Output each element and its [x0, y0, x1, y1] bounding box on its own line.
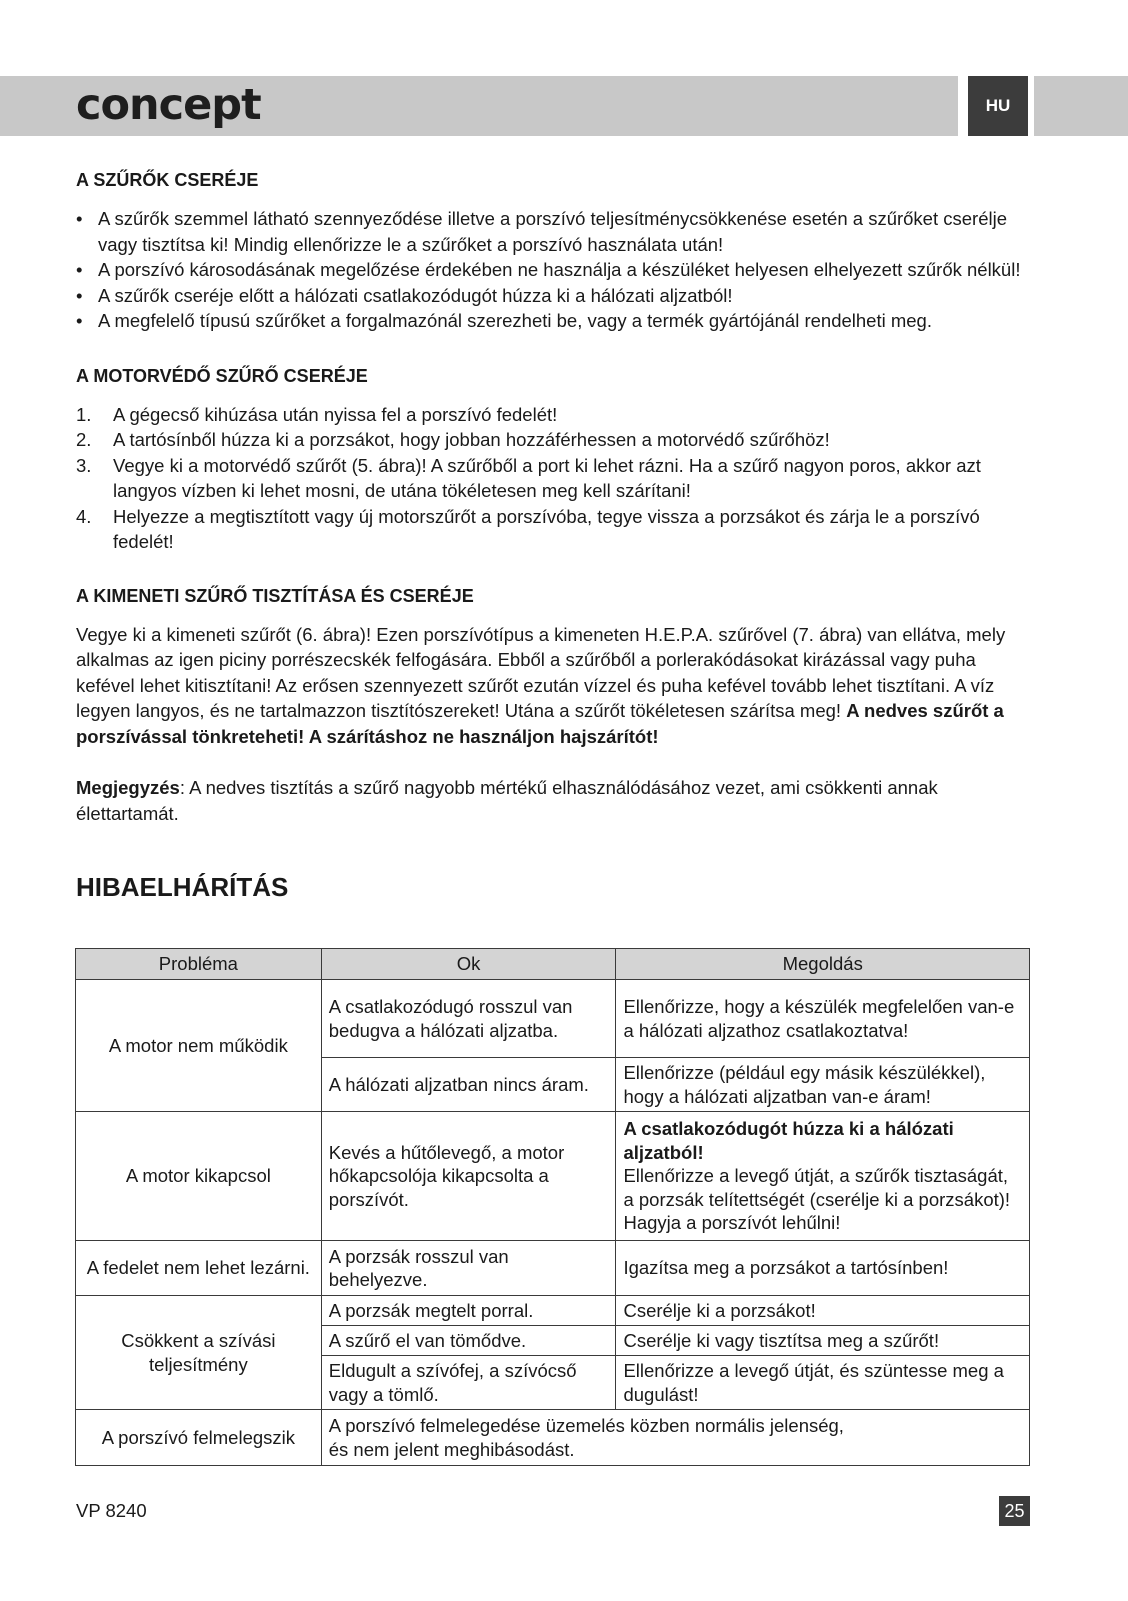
solution-cell: Igazítsa meg a porzsákot a tartósínben! [616, 1241, 1030, 1296]
table-row [76, 980, 1030, 1058]
solution-bold: A csatlakozódugót húzza ki a hálózati aljzatból! [623, 1118, 954, 1163]
note-paragraph [76, 775, 1032, 826]
merged-line: A porszívó felmelegedése üzemelés közben normális jelenség, [328, 1415, 844, 1436]
cause-cell: A porzsák rosszul van behelyezve. [321, 1241, 616, 1296]
solution-cell [616, 980, 1030, 1058]
section-title-filters: A SZŰRŐK CSERÉJE [76, 170, 259, 190]
list-item: • A megfelelő típusú szűrőket a forgalmazónál szerezheti be, vagy a termék gyártójánál rendelheti meg. [76, 308, 1032, 334]
list-item [76, 402, 1032, 428]
solution-cell: Cserélje ki vagy tisztítsa meg a szűrőt! [616, 1326, 1030, 1356]
filters-bullet-list [76, 206, 1032, 334]
step-text: A tartósínből húzza ki a porzsákot, hogy jobban hozzáférhessen a motorvédő szűrőhöz! [113, 429, 830, 450]
step-number: 2. [76, 429, 92, 450]
solution-cell: Ellenőrizze (például egy másik készülékkel), hogy a hálózati aljzatban van-e áram! [616, 1058, 1030, 1112]
brand-logo: concept [76, 80, 261, 130]
table-header-row [76, 949, 1030, 980]
cause-cell: A porzsák megtelt porral. [321, 1296, 616, 1326]
model-number: VP 8240 [76, 1500, 147, 1521]
merged-line: és nem jelent meghibásodást. [328, 1438, 575, 1460]
page-number: 25 [999, 1496, 1030, 1526]
cause-cell: A hálózati aljzatban nincs áram. [321, 1058, 616, 1112]
table-row [76, 1241, 1030, 1296]
step-number: 4. [76, 505, 92, 527]
main-content [76, 166, 1032, 904]
problem-cell: A motor nem működik [76, 980, 322, 1112]
cause-cell: A csatlakozódugó rosszul van bedugva a hálózati aljzatba. [321, 980, 616, 1058]
cause-cell: Kevés a hűtőlevegő, a motor hőkapcsolója kikapcsolta a porszívót. [321, 1112, 616, 1241]
section-title-exhaust-filter: A KIMENETI SZŰRŐ TISZTÍTÁSA ÉS CSERÉJE [76, 585, 474, 606]
list-item [76, 427, 1032, 453]
column-header-problem: Probléma [76, 949, 322, 980]
cause-cell: A szűrő el van tömődve. [321, 1326, 616, 1356]
solution-line: Ellenőrizze, hogy a készülék megfelelően van-e [623, 996, 1015, 1017]
dry-warning: A nedves szűrőt a porszívással tönkreteheti! A szárításhoz ne használjon hajszárítót! [76, 700, 1004, 747]
step-text: Vegye ki a motorvédő szűrőt (5. ábra)! A szűrőből a port ki lehet rázni. Ha a szűrő nagyon poros, akkor azt langyos vízben ki lehet mosni, de utána tökéletesen meg kell szárítani! [113, 454, 981, 501]
column-header-cause: Ok [321, 949, 616, 980]
list-item: • A szűrők szemmel látható szennyeződése illetve a porszívó teljesítménycsökkenése esetén a szűrőket cserélje vagy tisztítsa ki! Mindig ellenőrizze le a szűrőket a porszívó használata után! [76, 206, 1032, 257]
solution-line: Ellenőrizze a levegő útját, a szűrők tisztaságát, a porzsák telítettségét (cserélje ki a porzsákot)! Hagyja a porszívót lehűlni! [623, 1165, 1011, 1234]
column-header-solution: Megoldás [616, 949, 1030, 980]
troubleshooting-table [75, 948, 1030, 1466]
list-item [76, 504, 1032, 555]
table-row [76, 1296, 1030, 1326]
step-number: 3. [76, 454, 92, 476]
list-item [76, 453, 1032, 504]
note-label: Megjegyzés [76, 777, 180, 798]
problem-cell: Csökkent a szívási teljesítmény [76, 1296, 322, 1410]
list-item: • A szűrők cseréje előtt a hálózati csatlakozódugót húzza ki a hálózati aljzatból! [76, 283, 1032, 309]
motor-filter-steps [76, 402, 1032, 555]
list-item: • A porszívó károsodásának megelőzése érdekében ne használja a készüléket helyesen elhelyezett szűrők nélkül! [76, 257, 1032, 283]
problem-cell: A porszívó felmelegszik [76, 1410, 322, 1466]
problem-cell: A fedelet nem lehet lezárni. [76, 1241, 322, 1296]
section-title-motor-filter: A MOTORVÉDŐ SZŰRŐ CSERÉJE [76, 365, 368, 386]
problem-cell: A motor kikapcsol [76, 1112, 322, 1241]
note-text: : A nedves tisztítás a szűrő nagyobb mértékű elhasználódásához vezet, ami csökkenti annak élettartamát. [76, 777, 938, 824]
language-badge: HU [968, 76, 1028, 136]
header-divider [958, 76, 968, 136]
solution-cell [616, 1112, 1030, 1241]
merged-cell [321, 1410, 1029, 1466]
exhaust-filter-paragraph [76, 622, 1032, 750]
cause-cell: Eldugult a szívófej, a szívócső vagy a tömlő. [321, 1356, 616, 1410]
troubleshooting-title: HIBAELHÁRÍTÁS [76, 872, 289, 902]
solution-cell: Cserélje ki a porzsákot! [616, 1296, 1030, 1326]
solution-line: a hálózati aljzathoz csatlakoztatva! [623, 1019, 909, 1041]
step-number: 1. [76, 403, 92, 425]
exhaust-filter-text: Vegye ki a kimeneti szűrőt (6. ábra)! Ezen porszívótípus a kimeneten H.E.P.A. szűrővel (7. ábra) van ellátva, mely alkalmas az igen piciny porrészecskék felfogására. Ebből a szűrőből a porlerakódásokat kirázással vagy puha kefével lehet kitisztítani! Az erősen szennyezett szűrőt ezután vízzel és puha kefével tovább lehet tisztítani. A víz legyen langyos, és ne tartalmazzon tisztítószereket! Utána a szűrőt tökéletesen szárítsa meg! [76, 623, 1006, 721]
table-row [76, 1112, 1030, 1241]
solution-cell: Ellenőrizze a levegő útját, és szüntesse meg a dugulást! [616, 1356, 1030, 1410]
step-text: A gégecső kihúzása után nyissa fel a porszívó fedelét! [113, 403, 558, 425]
table-row [76, 1410, 1030, 1466]
header-divider [1028, 76, 1034, 136]
step-text: Helyezze a megtisztított vagy új motorszűrőt a porszívóba, tegye vissza a porzsákot és zárja le a porszívó fedelét! [113, 505, 980, 552]
